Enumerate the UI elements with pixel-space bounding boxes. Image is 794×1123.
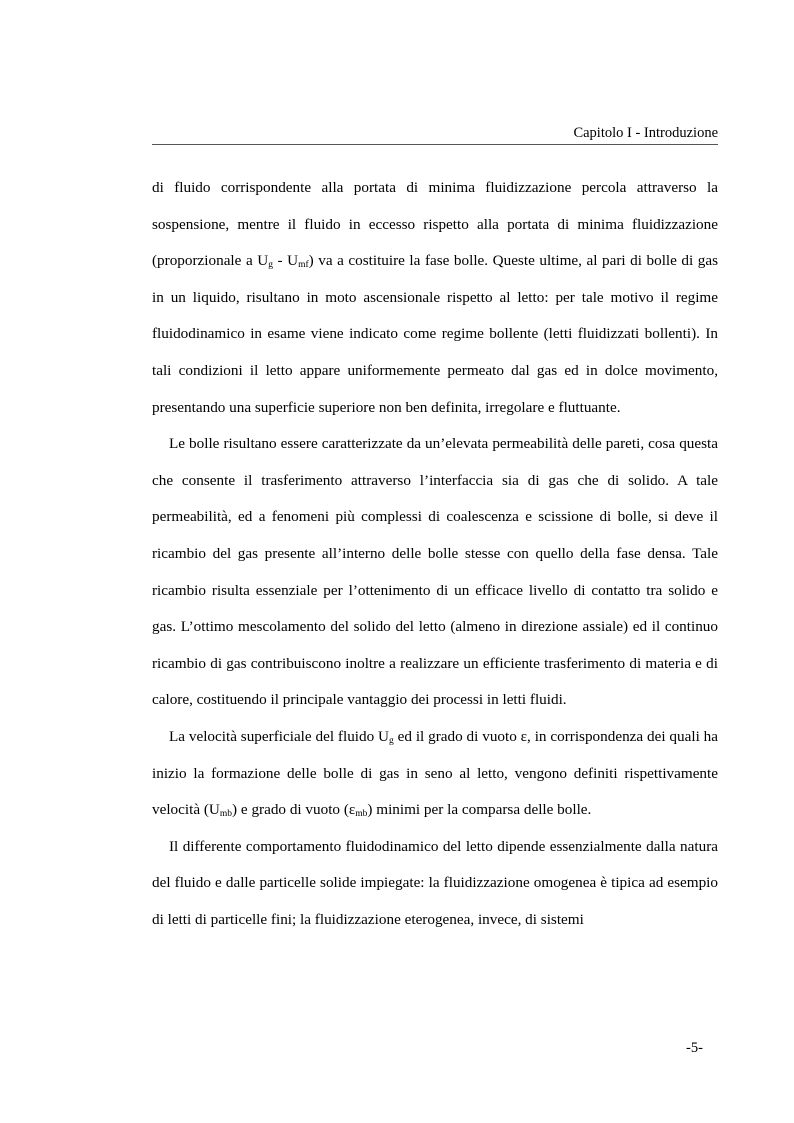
chapter-title: Capitolo I - Introduzione — [573, 125, 718, 141]
paragraph-3-text-b: ed il grado di vuoto ε, in corrispondenza dei quali ha inizio la formazione delle bolle di gas in seno al letto, vengono definiti rispettivamente velocità (U — [152, 727, 718, 819]
header-rule — [152, 144, 718, 145]
subscript-mf: mf — [298, 260, 309, 271]
paragraph-3-text-c: ) e grado di vuoto (ε — [232, 801, 356, 819]
subscript-g: g — [268, 260, 273, 271]
subscript-mb: mb — [219, 809, 233, 820]
paragraph-3-text-d: ) minimi per la comparsa delle bolle. — [367, 801, 592, 819]
paragraph-3 — [152, 719, 718, 829]
paragraph-1 — [152, 170, 718, 426]
subscript-mb: mb — [355, 809, 368, 820]
paragraph-1-text-a: di fluido corrispondente alla portata di minima fluidizzazione percola attraverso la sospensione, mentre il fluido in eccesso rispetto alla portata di minima fluidizzazione (proporzionale a U — [152, 179, 718, 270]
paragraph-1-text-c: ) va a costituire la fase bolle. Queste ultime, al pari di bolle di gas in un liquido, risultano in moto ascensionale rispetto al letto: per tale motivo il regime fluidodinamico in esame viene indicato come regime bollente (letti fluidizzati bollenti). In tali condizioni il letto appare uniformemente permeato dal gas ed in dolce movimento, presentando una superficie superiore non ben definita, irregolare e fluttuante. — [152, 252, 719, 416]
body-text — [152, 170, 718, 938]
paragraph-1-text-b: - U — [272, 252, 299, 270]
paragraph-3-text-a: La velocità superficiale del fluido U — [169, 727, 390, 745]
paragraph-2: Le bolle risultano essere caratterizzate da un’elevata permeabilità delle pareti, cosa questa che consente il trasferimento attraverso l’interfaccia sia di gas che di solido. A tale permeabilità, ed a fenomeni più complessi di coalescenza e scissione di bolle, si deve il ricambio del gas presente all’interno delle bolle stesse con quello della fase densa. Tale ricambio risulta essenziale per l’ottenimento di un efficace livello di contatto tra solido e gas. L’ottimo mescolamento del solido del letto (almeno in direzione assiale) ed il continuo ricambio di gas contribuiscono inoltre a realizzare un efficiente trasferimento di materia e di calore, costituendo il principale vantaggio dei processi in letti fluidi. — [152, 435, 718, 709]
page-header — [152, 124, 718, 146]
paragraph-4: Il differente comportamento fluidodinamico del letto dipende essenzialmente dalla natura del fluido e dalle particelle solide impiegate: la fluidizzazione omogenea è tipica ad esempio di letti di particelle fini; la fluidizzazione eterogenea, invece, di sistemi — [152, 837, 718, 928]
page-number: -5- — [686, 1040, 703, 1056]
subscript-g: g — [389, 735, 394, 746]
